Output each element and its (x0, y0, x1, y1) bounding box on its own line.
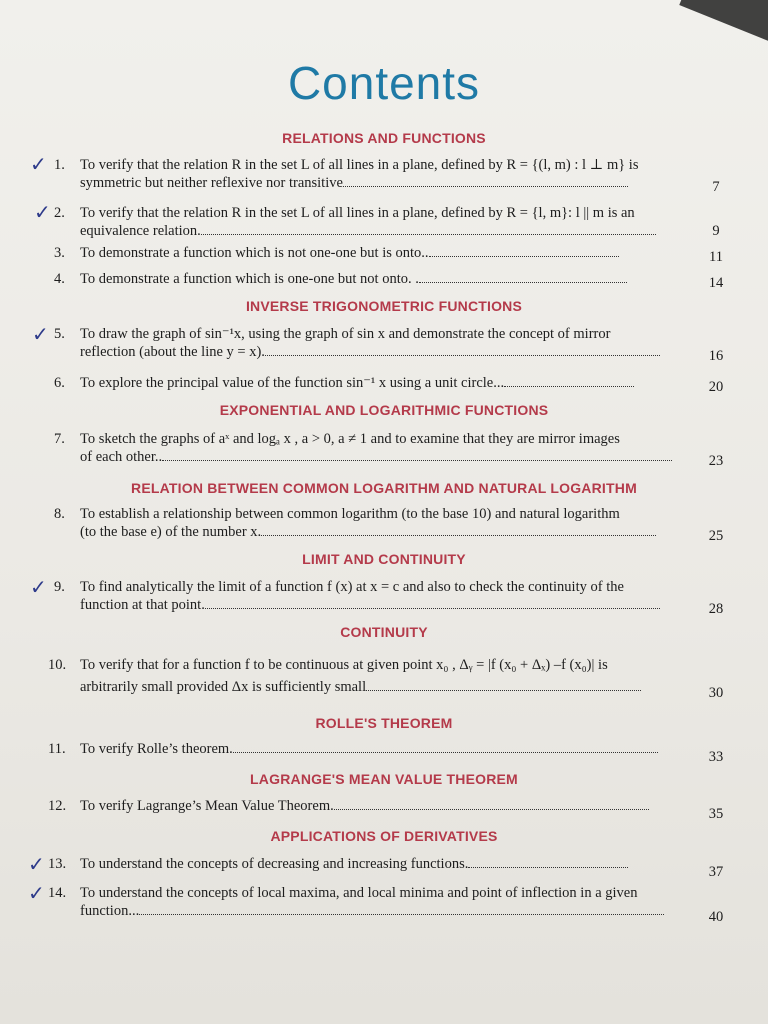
entry-number: 5. (54, 326, 65, 342)
entry-page-number: 25 (708, 528, 724, 544)
entry-page-number: 16 (708, 348, 724, 364)
entry-text-line1: To establish a relationship between common logarithm (to the base 10) and natural logarithm (80, 506, 620, 522)
entry-page-number: 30 (708, 685, 724, 701)
tick-mark-icon: ✓ (34, 200, 51, 224)
tick-mark-icon: ✓ (30, 152, 47, 176)
entry-number: 1. (54, 157, 65, 173)
entry-page-number: 7 (712, 179, 720, 195)
entry-number: 8. (54, 506, 65, 522)
entry-number: 2. (54, 205, 65, 221)
entry-text-line2: reflection (about the line y = x). (80, 343, 660, 361)
entry-text-line1: To verify that the relation R in the set L of all lines in a plane, defined by R = {l, m}: l || m is an (80, 205, 635, 221)
entry-text-line1: To understand the concepts of decreasing and increasing functions. (80, 855, 628, 873)
entry-text-line2: function... (80, 902, 664, 920)
page-title: Contents (287, 57, 481, 109)
entry-text-line2: of each other.. (80, 448, 672, 466)
entry-text-line2: arbitrarily small provided Δx is sufficiently small (80, 678, 641, 696)
section-heading-lagrange: LAGRANGE'S MEAN VALUE THEOREM (250, 771, 518, 787)
entry-text-line1: To demonstrate a function which is one-one but not onto. . (80, 270, 627, 288)
entry-number: 3. (54, 245, 65, 261)
tick-mark-icon: ✓ (28, 881, 45, 905)
tick-mark-icon: ✓ (30, 575, 47, 599)
entry-text-line1: To understand the concepts of local maxima, and local minima and point of inflection in a given (80, 885, 638, 901)
tick-mark-icon: ✓ (32, 322, 49, 346)
entry-text-line1: To verify Lagrange’s Mean Value Theorem. (80, 797, 649, 815)
entry-text-line1: To verify that for a function f to be continuous at given point x₀ , Δᵧ = |f (x₀ + Δₓ) –f (x₀)| is (80, 657, 608, 673)
entry-text-line1: To verify Rolle’s theorem. (80, 740, 658, 758)
entry-text-line1: To explore the principal value of the function sin⁻¹ x using a unit circle... (80, 374, 634, 392)
section-heading-exponential: EXPONENTIAL AND LOGARITHMIC FUNCTIONS (219, 402, 549, 418)
entry-text-line1: To verify that the relation R in the set L of all lines in a plane, defined by R = {(l, m) : l ⊥ m} is (80, 157, 639, 173)
entry-page-number: 14 (708, 275, 724, 291)
entry-text-line2: (to the base e) of the number x. (80, 523, 656, 541)
entry-page-number: 33 (708, 749, 724, 765)
entry-number: 14. (48, 885, 67, 901)
entry-page-number: 37 (708, 864, 724, 880)
section-heading-log-relation: RELATION BETWEEN COMMON LOGARITHM AND NATURAL LOGARITHM (131, 480, 637, 496)
entry-page-number: 20 (708, 379, 724, 395)
entry-text-line1: To draw the graph of sin⁻¹x, using the graph of sin x and demonstrate the concept of mirror (80, 326, 611, 342)
entry-text-line1: To sketch the graphs of aˣ and logₐ x , a > 0, a ≠ 1 and to examine that they are mirror images (80, 431, 620, 447)
entry-page-number: 40 (708, 909, 724, 925)
section-heading-limit-continuity: LIMIT AND CONTINUITY (302, 551, 466, 567)
entry-text-line2: function at that point. (80, 596, 660, 614)
corner-shadow (679, 0, 768, 50)
section-heading-rolle: ROLLE'S THEOREM (315, 715, 453, 731)
section-heading-derivatives: APPLICATIONS OF DERIVATIVES (270, 828, 498, 844)
entry-page-number: 9 (712, 223, 720, 239)
entry-number: 7. (54, 431, 65, 447)
entry-text-line2: equivalence relation. (80, 222, 656, 240)
entry-number: 12. (48, 798, 67, 814)
entry-number: 6. (54, 375, 65, 391)
entry-number: 9. (54, 579, 65, 595)
entry-page-number: 23 (708, 453, 724, 469)
section-heading-inverse-trig: INVERSE TRIGONOMETRIC FUNCTIONS (245, 298, 523, 314)
entry-number: 13. (48, 856, 67, 872)
tick-mark-icon: ✓ (28, 852, 45, 876)
entry-page-number: 11 (709, 249, 723, 265)
entry-number: 4. (54, 271, 65, 287)
section-heading-continuity: CONTINUITY (340, 624, 428, 640)
entry-page-number: 28 (708, 601, 724, 617)
entry-page-number: 35 (708, 806, 724, 822)
section-heading-relations: RELATIONS AND FUNCTIONS (282, 130, 486, 146)
entry-text-line1: To find analytically the limit of a function f (x) at x = c and also to check the continuity of the (80, 579, 624, 595)
entry-text-line2: symmetric but neither reflexive nor transitive (80, 174, 628, 192)
entry-number: 10. (48, 657, 67, 673)
entry-text-line1: To demonstrate a function which is not one-one but is onto.. (80, 244, 619, 262)
entry-number: 11. (48, 741, 66, 757)
